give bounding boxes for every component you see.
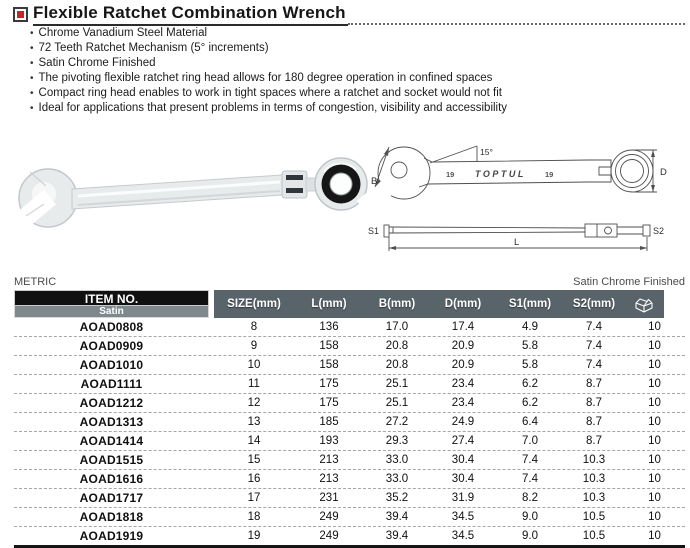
feature-item: • Satin Chrome Finished <box>30 56 682 71</box>
s2-cell: 10.5 <box>582 530 606 542</box>
d-cell: 20.9 <box>451 340 475 352</box>
b-cell: 25.1 <box>385 397 409 409</box>
l-cell: 136 <box>319 321 339 333</box>
l-cell: 185 <box>319 416 339 428</box>
pack-cell: 10 <box>648 435 661 447</box>
b-cell: 35.2 <box>385 492 409 504</box>
item-no-cell: AOAD1414 <box>79 434 144 448</box>
d-cell: 24.9 <box>451 416 475 428</box>
s2-cell: 10.3 <box>582 473 606 485</box>
s1-cell: 9.0 <box>522 511 538 523</box>
d-cell: 27.4 <box>451 435 475 447</box>
s1-cell: 4.9 <box>522 321 538 333</box>
column-header-size: SIZE(mm) <box>227 298 281 310</box>
pack-cell: 10 <box>648 321 661 333</box>
pack-cell: 10 <box>648 454 661 466</box>
finish-label: Satin Chrome Finished <box>573 276 685 288</box>
dimension-label-s1: S1 <box>368 226 380 236</box>
l-cell: 193 <box>319 435 339 447</box>
b-cell: 27.2 <box>385 416 409 428</box>
size-cell: 12 <box>247 397 261 409</box>
d-cell: 20.9 <box>451 359 475 371</box>
size-stamp-left: 19 <box>446 170 455 179</box>
red-square-bullet-icon <box>13 7 28 22</box>
brand-stamp: TOPTUL <box>475 169 526 179</box>
s1-cell: 9.0 <box>522 530 538 542</box>
d-cell: 30.4 <box>451 473 475 485</box>
item-no-header: ITEM NO. <box>14 290 209 306</box>
pack-cell: 10 <box>648 530 661 542</box>
item-no-cell: AOAD1616 <box>79 472 144 486</box>
pack-cell: 10 <box>648 473 661 485</box>
s2-cell: 10.3 <box>582 492 606 504</box>
dimension-label-s2: S2 <box>653 226 665 236</box>
column-header-d: D(mm) <box>444 298 482 310</box>
table-row <box>14 451 685 470</box>
s1-cell: 6.4 <box>522 416 538 428</box>
page-header <box>13 3 685 26</box>
angle-label: 15° <box>480 147 493 157</box>
size-cell: 17 <box>247 492 261 504</box>
table-row <box>14 508 685 527</box>
s2-cell: 8.7 <box>586 378 602 390</box>
feature-item: • Chrome Vanadium Steel Material <box>30 26 682 41</box>
d-cell: 17.4 <box>451 321 475 333</box>
pack-cell: 10 <box>648 416 661 428</box>
page-title: Flexible Ratchet Combination Wrench <box>33 3 348 26</box>
size-cell: 13 <box>247 416 261 428</box>
b-cell: 29.3 <box>385 435 409 447</box>
item-no-cell: AOAD0808 <box>79 320 144 334</box>
feature-item: • 72 Teeth Ratchet Mechanism (5° increments) <box>30 41 682 56</box>
d-cell: 30.4 <box>451 454 475 466</box>
column-header-l: L(mm) <box>311 298 347 310</box>
size-cell: 15 <box>247 454 261 466</box>
carton-icon <box>624 296 664 313</box>
pack-cell: 10 <box>648 397 661 409</box>
figure-area <box>0 120 690 278</box>
d-cell: 23.4 <box>451 378 475 390</box>
size-cell: 14 <box>247 435 261 447</box>
feature-item: • Ideal for applications that present problems in terms of congestion, visibility and accessibility <box>30 101 682 116</box>
feature-list <box>30 26 682 116</box>
item-no-cell: AOAD1313 <box>79 415 144 429</box>
dimension-label-d: D <box>660 167 667 178</box>
item-no-cell: AOAD0909 <box>79 339 144 353</box>
column-header-s2: S2(mm) <box>572 298 616 310</box>
s2-cell: 8.7 <box>586 397 602 409</box>
table-row <box>14 394 685 413</box>
table-body <box>14 318 685 548</box>
l-cell: 231 <box>319 492 339 504</box>
d-cell: 23.4 <box>451 397 475 409</box>
table-row <box>14 413 685 432</box>
size-cell: 8 <box>250 321 258 333</box>
b-cell: 33.0 <box>385 473 409 485</box>
l-cell: 249 <box>319 511 339 523</box>
dimension-label-b: B <box>371 176 378 187</box>
s2-cell: 7.4 <box>586 359 602 371</box>
s2-cell: 10.3 <box>582 454 606 466</box>
size-cell: 16 <box>247 473 261 485</box>
item-no-cell: AOAD1818 <box>79 510 144 524</box>
s1-cell: 5.8 <box>522 359 538 371</box>
pack-cell: 10 <box>648 511 661 523</box>
s1-cell: 6.2 <box>522 397 538 409</box>
product-photo <box>2 158 367 239</box>
pack-cell: 10 <box>648 359 661 371</box>
table-row <box>14 337 685 356</box>
b-cell: 20.8 <box>385 340 409 352</box>
size-cell: 11 <box>248 378 260 390</box>
item-no-cell: AOAD1212 <box>79 396 144 410</box>
table-row <box>14 527 685 545</box>
dimension-label-l: L <box>514 237 520 248</box>
title-dotted-rule <box>348 23 685 25</box>
size-cell: 9 <box>250 340 258 352</box>
b-cell: 33.0 <box>385 454 409 466</box>
s1-cell: 8.2 <box>522 492 538 504</box>
column-header-b: B(mm) <box>378 298 416 310</box>
s1-cell: 7.4 <box>522 473 538 485</box>
item-no-cell: AOAD1515 <box>79 453 144 467</box>
l-cell: 213 <box>319 473 339 485</box>
s2-cell: 8.7 <box>586 435 602 447</box>
d-cell: 34.5 <box>451 530 475 542</box>
l-cell: 158 <box>319 359 339 371</box>
l-cell: 175 <box>319 397 339 409</box>
b-cell: 39.4 <box>385 511 409 523</box>
size-cell: 18 <box>247 511 261 523</box>
size-cell: 10 <box>247 359 261 371</box>
size-stamp-right: 19 <box>545 170 554 179</box>
s1-cell: 7.4 <box>522 454 538 466</box>
tech-drawing <box>357 146 657 251</box>
pack-cell: 10 <box>648 492 661 504</box>
spec-table <box>14 276 685 548</box>
pack-cell: 10 <box>648 340 661 352</box>
table-row <box>14 356 685 375</box>
pack-cell: 10 <box>648 378 661 390</box>
s2-cell: 8.7 <box>586 416 602 428</box>
d-cell: 31.9 <box>451 492 475 504</box>
d-cell: 34.5 <box>451 511 475 523</box>
l-cell: 158 <box>319 340 339 352</box>
b-cell: 20.8 <box>385 359 409 371</box>
l-cell: 175 <box>319 378 339 390</box>
item-no-cell: AOAD1919 <box>79 529 144 543</box>
item-no-cell: AOAD1010 <box>79 358 144 372</box>
s1-cell: 6.2 <box>522 378 538 390</box>
table-header <box>14 290 685 318</box>
size-cell: 19 <box>247 530 261 542</box>
b-cell: 39.4 <box>385 530 409 542</box>
table-row <box>14 375 685 394</box>
s2-cell: 10.5 <box>582 511 606 523</box>
table-row <box>14 489 685 508</box>
metric-label: METRIC <box>14 276 57 288</box>
feature-item: • Compact ring head enables to work in tight spaces where a ratchet and socket would not fit <box>30 86 682 101</box>
s2-cell: 7.4 <box>586 340 602 352</box>
table-row <box>14 318 685 337</box>
item-no-cell: AOAD1717 <box>79 491 144 505</box>
table-row <box>14 432 685 451</box>
feature-item: • The pivoting flexible ratchet ring head allows for 180 degree operation in confined spaces <box>30 71 682 86</box>
s1-cell: 7.0 <box>522 435 538 447</box>
l-cell: 213 <box>319 454 339 466</box>
b-cell: 17.0 <box>385 321 409 333</box>
b-cell: 25.1 <box>385 378 409 390</box>
satin-subheader: Satin <box>14 306 209 318</box>
item-no-cell: AOAD1111 <box>80 377 143 391</box>
l-cell: 249 <box>319 530 339 542</box>
column-header-s1: S1(mm) <box>508 298 552 310</box>
table-row <box>14 470 685 489</box>
s1-cell: 5.8 <box>522 340 538 352</box>
s2-cell: 7.4 <box>586 321 602 333</box>
